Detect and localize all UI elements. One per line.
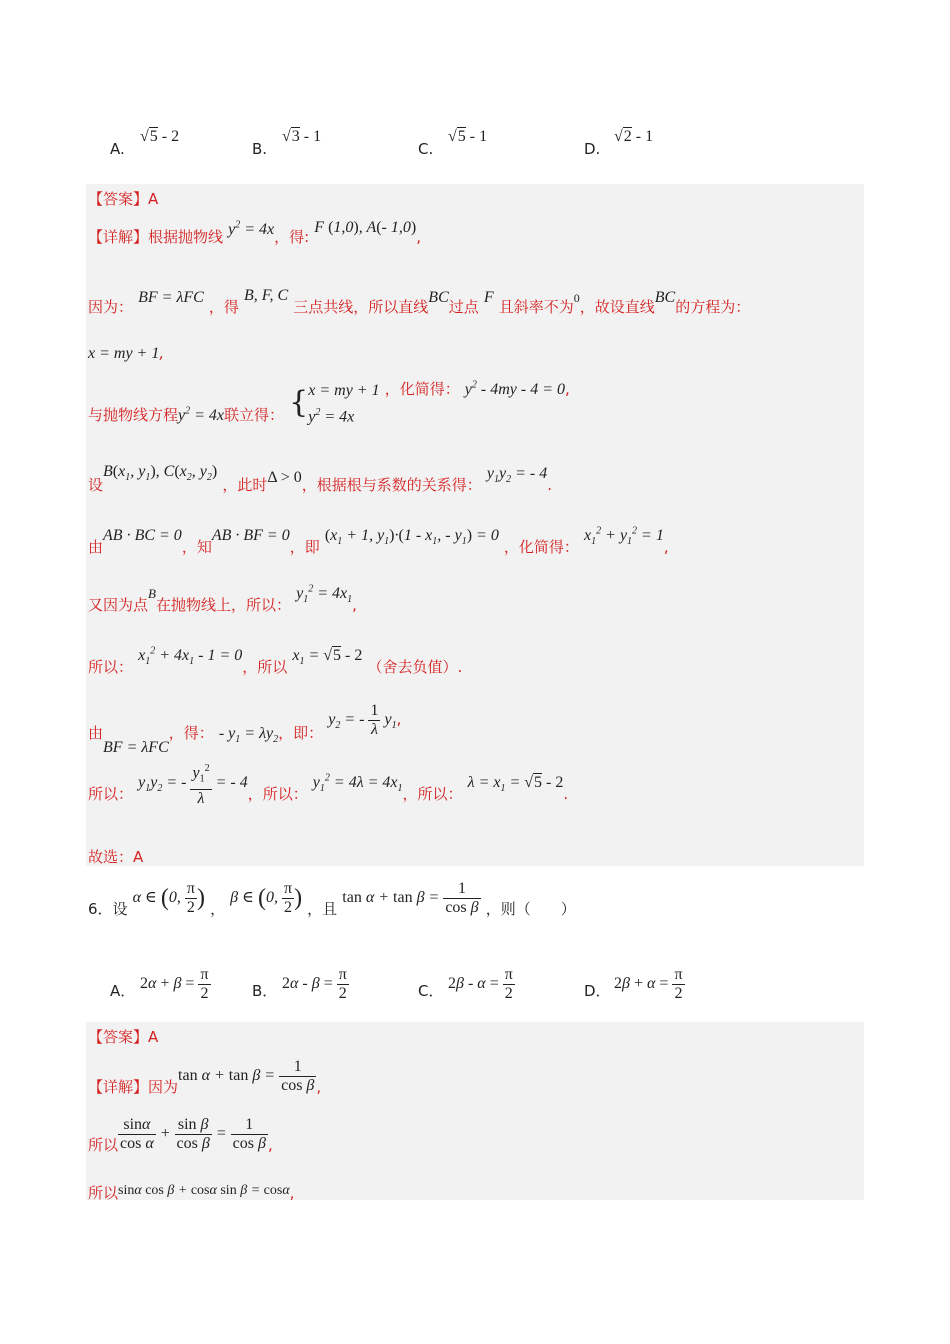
text: ，得： bbox=[168, 724, 214, 743]
q6-option-c bbox=[418, 980, 443, 1001]
text: 所以 bbox=[88, 1184, 119, 1202]
q5-option-a-value: √5 - 2 bbox=[140, 128, 180, 145]
x1-quadratic: $x_1^2 + 4x_1 - 1 = 0$ bbox=[138, 645, 243, 668]
q5-detail-line-4: 与抛物线方程$y^2 = 4x$联立得： { x = my + 1 $y^2 = 4x$ ，化简得： $y^2 - 4my - 4 = 0$, bbox=[88, 380, 570, 428]
text: ，即 bbox=[289, 538, 320, 556]
lambda-value: $\lambda = x_1 = √5 - 2$ bbox=[467, 774, 564, 795]
parabola-eq: $y^2 = 4x$ bbox=[178, 405, 225, 424]
point-f: F bbox=[483, 289, 494, 306]
q5-detail-line-6: 由AB · BC = 0，知AB · BF = 0，即 ($x_1 + 1$, $y_1)\cdot(1 - x_1$, - $y_1) = 0$ ，化简得： $x_1^2 + y_1^2 = 1$, bbox=[88, 525, 669, 556]
sin-cos-eq: $\frac{\sin\alpha}{\text{cos α}}$ + $\frac{\text{sin β}}{\text{cos β}}$ = $\frac{1}{\text{cos β}}$ bbox=[120, 1116, 266, 1152]
text: 过点 bbox=[448, 298, 479, 316]
dot-1: AB · BC = 0 bbox=[103, 527, 182, 544]
alpha-range: α ∈ (0, $\frac{\pi}{2}$ ) bbox=[132, 880, 205, 916]
delta: Δ > 0 bbox=[267, 469, 302, 486]
text: 三点共线，所以直线 bbox=[293, 298, 429, 316]
q6-option-a bbox=[110, 980, 135, 1001]
tan-condition: tan α + tan β = $\frac{1}{\text{cos β}}$ bbox=[342, 880, 479, 916]
text: 又因为点 bbox=[88, 596, 149, 614]
text: 在抛物线上，所以： bbox=[155, 596, 291, 614]
q5-detail-line-2 bbox=[88, 287, 751, 317]
detail-intro: 因为 bbox=[148, 1078, 179, 1097]
text: ，且 bbox=[307, 900, 338, 919]
text: ，化简得： bbox=[503, 538, 579, 556]
q5-option-b bbox=[252, 140, 267, 158]
quadratic: $y^2 - 4my - 4 = 0$ bbox=[464, 379, 566, 398]
dot-expand: ($x_1 + 1$, $y_1)\cdot(1 - x_1$, - $y_1) = 0$ bbox=[324, 527, 499, 548]
detail-get: ，得: bbox=[274, 228, 310, 246]
text: ，根据根与系数的关系得： bbox=[301, 476, 482, 494]
q6-answer: 【答案】A bbox=[88, 1028, 159, 1046]
option-label: B． bbox=[252, 982, 278, 1000]
text: ，得 bbox=[208, 298, 239, 316]
expand-eq: sinα cos β + cosα sin β = cosα bbox=[118, 1183, 290, 1198]
lambda-relation: $y_1^2 = 4\lambda = 4x_1$ bbox=[312, 773, 403, 795]
text: 的方程为： bbox=[675, 298, 751, 316]
text: ，化简得： bbox=[384, 380, 460, 398]
q5-answer: 【答案】A bbox=[88, 190, 159, 208]
points-bc: $B(x_1$, $y_1$), $C(x_2$, $y_2$) bbox=[103, 463, 218, 484]
line-bc: BC bbox=[654, 289, 676, 306]
q6-detail-line-3: 所以sinα cos β + cosα sin β = cosα, bbox=[88, 1183, 295, 1202]
q6-detail-line-1: 【详解】因为tan α + tan β = $\frac{1}{\text{cos β}}$ , bbox=[88, 1058, 322, 1097]
system: { x = my + 1 $y^2 = 4x$ bbox=[289, 382, 380, 426]
q5-option-c-value: √5 - 1 bbox=[448, 128, 488, 145]
text: ，故设直线 bbox=[579, 298, 655, 316]
q5-detail-line-7: 又因为点B在抛物线上，所以： $y_1^2 = 4x_1$, bbox=[88, 583, 357, 614]
q6-stem bbox=[88, 880, 576, 917]
beta-range: β ∈ (0, $\frac{\pi}{2}$ ) bbox=[230, 880, 303, 916]
dot-2: AB · BF = 0 bbox=[211, 527, 290, 544]
text: ，此时 bbox=[222, 476, 268, 494]
text: ，所以： bbox=[402, 785, 463, 804]
vector-eq: BF = λFC bbox=[103, 739, 169, 757]
question-number: 6．设 bbox=[88, 900, 128, 919]
text: 所以： bbox=[88, 658, 134, 676]
option-label: D． bbox=[584, 982, 611, 1000]
text: （舍去负值）. bbox=[367, 658, 463, 676]
q6-option-b-value: 2α - β = $\frac{\pi}{2}$ bbox=[282, 966, 347, 1002]
text: 所以： bbox=[88, 785, 134, 804]
option-label: B. bbox=[252, 140, 268, 158]
circle: $x_1^2 + y_1^2 = 1$ bbox=[584, 525, 664, 548]
x1-value: $x_1 = √5 - 2$ bbox=[292, 647, 363, 668]
option-label: A. bbox=[110, 140, 125, 158]
y-relation: - $y_1 = \lambda y_2$ bbox=[218, 725, 279, 746]
text: ，则（ ） bbox=[485, 900, 576, 919]
q6-detail-line-2: 所以 $\frac{\sin\alpha}{\text{cos α}}$ + $\frac{\text{sin β}}{\text{cos β}}$ = $\frac{1}{\text{cos β}}$ , bbox=[88, 1116, 273, 1155]
text: ，所以 bbox=[242, 658, 288, 676]
q6-option-d-value: 2β + α = $\frac{\pi}{2}$ bbox=[614, 966, 683, 1002]
q5-detail-line-1: 【详解】根据抛物线 $y^2 = 4x$，得: F (1,0), A(- 1,0), bbox=[88, 219, 421, 246]
q6-option-a-value: 2α + β = $\frac{\pi}{2}$ bbox=[140, 966, 209, 1002]
q5-detail-line-10: 所以： $y_1y_2$ = - $\frac{y_1^2}{\lambda}$ = - 4，所以： $y_1^2 = 4\lambda = 4x_1$，所以： $\lambda = x_1 = √5 - 2$. bbox=[88, 760, 568, 808]
product-lambda: $y_1y_2$ = - $\frac{y_1^2}{\lambda}$ = - 4 bbox=[138, 774, 248, 791]
vector-eq: BF = λFC bbox=[138, 289, 204, 306]
points-fa: F (1,0), A(- 1,0) bbox=[314, 219, 417, 236]
point-b: B bbox=[148, 586, 156, 601]
q5-option-b-value: √3 - 1 bbox=[282, 128, 322, 145]
option-label: A． bbox=[110, 982, 136, 1000]
q6-answer-block bbox=[86, 1022, 864, 1200]
text: 由 bbox=[88, 538, 104, 556]
y2-expr: $y_2$ = - $\frac{1}{\lambda}$ $y_1$ bbox=[328, 702, 397, 738]
detail-tag: 【详解】 bbox=[88, 1078, 149, 1097]
text: 且斜率不为 bbox=[498, 298, 574, 316]
detail-intro: 根据抛物线 bbox=[148, 228, 224, 246]
points-bfc: B, F, C bbox=[244, 287, 289, 304]
q5-option-d bbox=[584, 140, 600, 158]
q5-option-a bbox=[110, 140, 125, 158]
text: 设 bbox=[88, 476, 104, 494]
text: ，即： bbox=[278, 724, 324, 743]
text: ，所以： bbox=[247, 785, 308, 804]
text: ，知 bbox=[181, 538, 212, 556]
q5-option-d-value: √2 - 1 bbox=[614, 128, 654, 145]
parabola-eq: $y^2 = 4x$ bbox=[228, 219, 275, 238]
q5-detail-line-8 bbox=[88, 644, 463, 676]
q5-detail-line-5: 设$B(x_1$, $y_1$), $C(x_2$, $y_2$) ，此时Δ > 0，根据根与系数的关系得： $y_1y_2$ = - 4. bbox=[88, 463, 552, 494]
text: 因为： bbox=[88, 298, 134, 316]
text: 由 bbox=[88, 724, 104, 743]
text: 所以 bbox=[88, 1136, 119, 1155]
text: 与抛物线方程 bbox=[88, 406, 179, 424]
q6-option-d bbox=[584, 980, 611, 1001]
zero: 0 bbox=[573, 291, 580, 305]
q5-line-eq: x = my + 1, bbox=[88, 344, 165, 362]
text: 联立得： bbox=[224, 406, 285, 424]
q6-option-c-value: 2β - α = $\frac{\pi}{2}$ bbox=[448, 966, 513, 1002]
option-label: C． bbox=[418, 982, 444, 1000]
q5-option-c bbox=[418, 140, 433, 158]
q6-option-b bbox=[252, 980, 277, 1001]
product: $y_1y_2$ = - 4 bbox=[486, 465, 548, 486]
line-bc: BC bbox=[428, 289, 449, 306]
q5-conclusion: 故选：A bbox=[88, 848, 144, 866]
option-label: D. bbox=[584, 140, 601, 158]
option-label: C. bbox=[418, 140, 434, 158]
text: ， bbox=[210, 900, 226, 919]
detail-tag: 【详解】 bbox=[88, 228, 149, 246]
tan-condition: tan α + tan β = $\frac{1}{\text{cos β}}$ bbox=[178, 1058, 315, 1094]
b-on-parabola: $y_1^2 = 4x_1$ bbox=[296, 583, 353, 606]
q5-detail-line-9: 由BF = λFC，得： - $y_1 = \lambda y_2$，即： $y_2$ = - $\frac{1}{\lambda}$ $y_1$, bbox=[88, 702, 402, 757]
